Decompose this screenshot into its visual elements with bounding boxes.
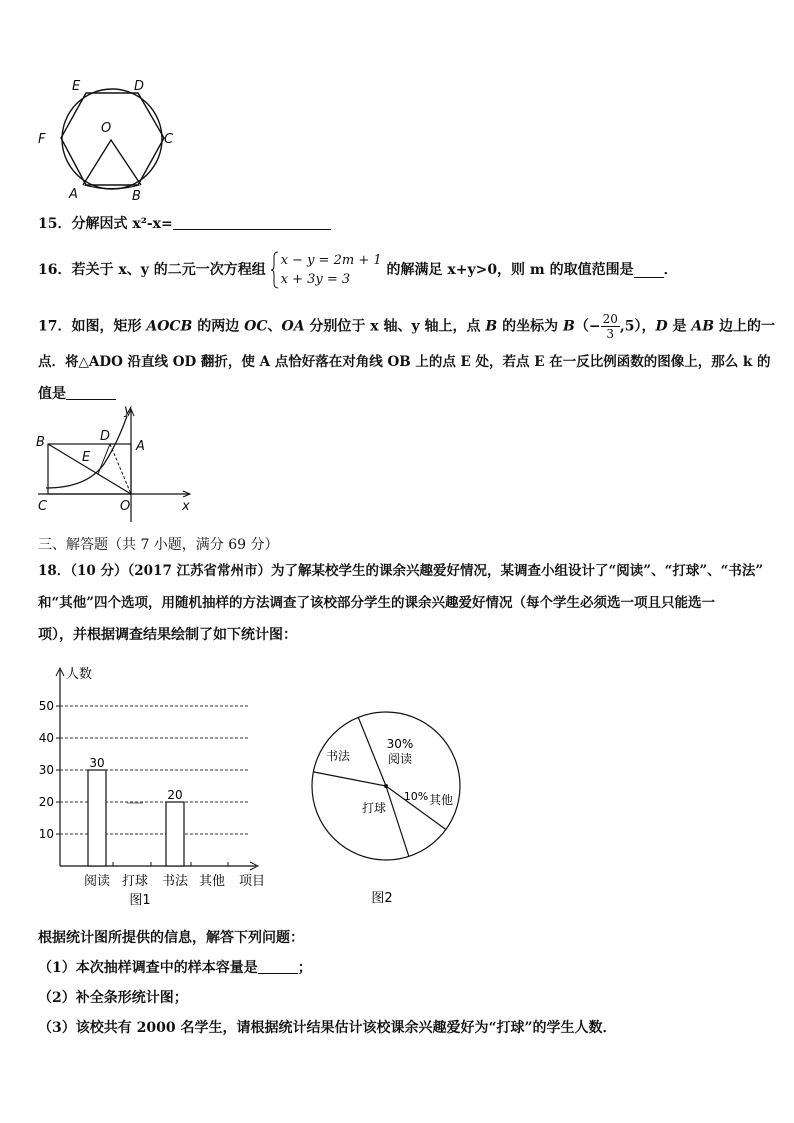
bar-y-label: 人数 bbox=[66, 667, 93, 682]
q17-text-g: 边上的一 bbox=[714, 318, 775, 335]
fraction-20-3 bbox=[601, 312, 620, 341]
equation-2: x + 3y = 3 bbox=[280, 272, 351, 287]
brace-icon bbox=[271, 251, 279, 289]
q17-text-b: 的两边 bbox=[192, 318, 245, 335]
q16-suffix: 的解满足 x+y>0，则 m 的取值范围是 bbox=[386, 262, 634, 278]
question-17-line1 bbox=[38, 312, 775, 341]
question-18-line1: 18．（10 分）（2017 江苏省常州市）为了解某校学生的课余兴趣爱好情况，某调查小组设计了“阅读”、“打球”、“书法” bbox=[38, 563, 764, 579]
x-tick-label-书法: 书法 bbox=[161, 874, 189, 889]
q17-rect-name: AOCB bbox=[146, 318, 193, 335]
sub-question-2: （2）补全条形统计图； bbox=[38, 990, 188, 1006]
slice-label-阅读: 阅读 bbox=[387, 752, 413, 766]
q17-point-b2: B bbox=[563, 318, 575, 335]
slice-label-其他: 其他 bbox=[428, 793, 454, 807]
q17-point-d: D bbox=[655, 318, 668, 335]
q17-oc: OC bbox=[244, 318, 268, 335]
question-17-line2: 点．将△ADO 沿直线 OD 翻折，使 A 点恰好落在对角线 OB 上的点 E 处，若点 E 在一反比例函数的图像上，那么 k 的 bbox=[38, 354, 771, 370]
label-B: B bbox=[36, 435, 45, 450]
sub-question-1 bbox=[38, 958, 312, 978]
x-tick-label-打球: 打球 bbox=[121, 874, 149, 889]
bar-书法 bbox=[166, 802, 184, 866]
q17-oa: OA bbox=[281, 318, 305, 335]
question-17-line3 bbox=[38, 384, 116, 404]
bar-阅读 bbox=[88, 770, 106, 866]
slice-percent-其他: 10% bbox=[403, 790, 429, 803]
q17-answer-blank bbox=[66, 385, 116, 400]
rectangle-figure bbox=[32, 404, 202, 526]
q17-coord-close: ,5）， bbox=[619, 318, 656, 335]
fraction-numerator: 20 bbox=[602, 312, 618, 326]
q17-text-a: 17．如图，矩形 bbox=[38, 318, 147, 335]
q17-ab: AB bbox=[691, 318, 715, 335]
label-D: D bbox=[134, 79, 145, 94]
q17-coord-open: （− bbox=[574, 318, 601, 335]
label-A: A bbox=[69, 187, 78, 202]
label-D: D bbox=[100, 429, 111, 444]
label-O: O bbox=[101, 121, 112, 136]
label-C: C bbox=[164, 132, 174, 147]
pie-chart bbox=[300, 700, 470, 910]
bar-value-label-阅读: 30 bbox=[89, 756, 105, 770]
q17-point-b: B bbox=[485, 318, 498, 335]
question-18-line2: 和“其他”四个选项，用随机抽样的方法调查了该校部分学生的课余兴趣爱好情况（每个学生必须选一项且只能选一 bbox=[38, 595, 716, 611]
sub-question-1-text: （1）本次抽样调查中的样本容量是 bbox=[38, 960, 258, 976]
hexagon-figure bbox=[30, 74, 190, 204]
sector-shape bbox=[83, 140, 141, 185]
bar-chart-caption: 图1 bbox=[129, 893, 151, 908]
y-tick-label-40: 40 bbox=[38, 731, 54, 745]
question-15 bbox=[38, 214, 331, 234]
slice-label-书法: 书法 bbox=[325, 749, 351, 763]
q16-end: ． bbox=[663, 262, 678, 278]
sub-question-3: （3）该校共有 2000 名学生，请根据统计结果估计该校课余兴趣爱好为“打球”的学生人数． bbox=[38, 1020, 617, 1036]
y-tick-label-30: 30 bbox=[38, 763, 54, 777]
bar-value-label-书法: 20 bbox=[167, 788, 183, 802]
q17-text-f: 是 bbox=[667, 318, 692, 335]
y-tick-label-20: 20 bbox=[38, 795, 54, 809]
equation-system bbox=[271, 251, 382, 289]
hexagon-shape bbox=[61, 93, 164, 185]
q17-value-label: 值是 bbox=[38, 386, 66, 402]
question-18-line3: 项），并根据调查结果绘制了如下统计图： bbox=[38, 627, 297, 643]
equation-1: x − y = 2m + 1 bbox=[280, 253, 382, 268]
sub-question-1-blank bbox=[258, 959, 298, 974]
sub-question-1-end: ； bbox=[297, 960, 312, 976]
label-B: B bbox=[132, 189, 141, 204]
label-C: C bbox=[38, 499, 48, 514]
y-tick-label-10: 10 bbox=[38, 827, 54, 841]
q17-text-d: 分别位于 x 轴、y 轴上，点 bbox=[304, 318, 486, 335]
slice-label-打球: 打球 bbox=[361, 801, 387, 815]
q15-answer-blank bbox=[173, 215, 331, 230]
label-E: E bbox=[72, 79, 81, 94]
q17-text-c: 、 bbox=[267, 318, 282, 335]
label-E: E bbox=[82, 450, 91, 465]
x-tick-label-阅读: 阅读 bbox=[83, 874, 111, 889]
bar-x-label: 项目 bbox=[238, 874, 266, 889]
questions-intro: 根据统计图所提供的信息，解答下列问题： bbox=[38, 930, 304, 946]
pie-chart-caption: 图2 bbox=[371, 891, 393, 906]
label-y: y bbox=[124, 404, 132, 418]
pie-center bbox=[384, 784, 388, 788]
label-F: F bbox=[38, 132, 46, 147]
x-tick-label-其他: 其他 bbox=[198, 874, 226, 889]
y-tick-label-50: 50 bbox=[38, 699, 54, 713]
inscribed-circle bbox=[62, 89, 162, 189]
q16-prefix: 16．若关于 x、y 的二元一次方程组 bbox=[38, 262, 266, 278]
question-16 bbox=[38, 251, 678, 289]
bar-chart bbox=[30, 660, 280, 910]
label-O: O bbox=[120, 499, 131, 514]
q17-text-e: 的坐标为 bbox=[497, 318, 564, 335]
segment-od bbox=[110, 444, 131, 494]
q16-answer-blank bbox=[634, 263, 664, 278]
section-3-title: 三、解答题（共 7 小题，满分 69 分） bbox=[38, 537, 279, 553]
slice-percent-阅读: 30% bbox=[386, 737, 414, 751]
label-A: A bbox=[136, 439, 145, 454]
label-x: x bbox=[182, 499, 190, 514]
q15-text: 15．分解因式 x²-x= bbox=[38, 216, 173, 232]
fraction-denominator: 3 bbox=[606, 327, 615, 341]
